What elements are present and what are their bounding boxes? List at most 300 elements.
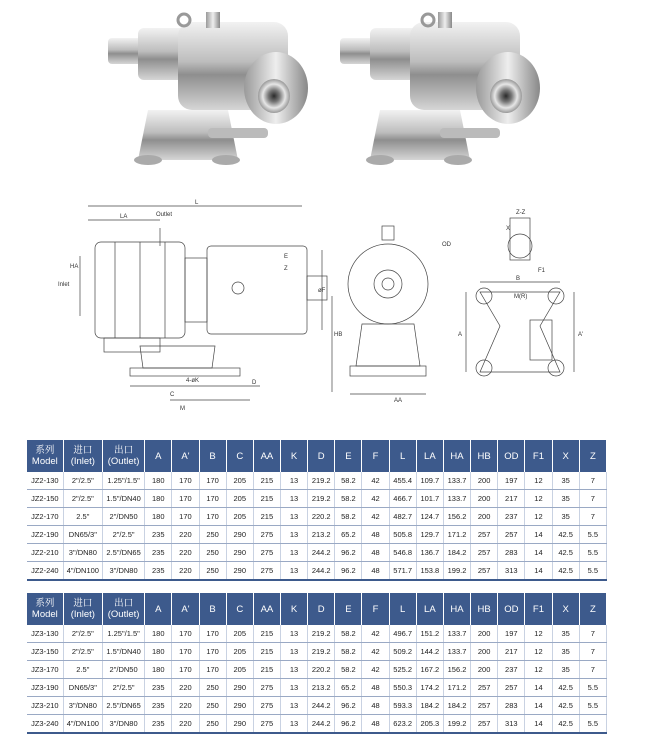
table-cell: 14 — [525, 526, 552, 544]
table-cell: 197 — [498, 472, 525, 490]
column-header — [226, 440, 253, 472]
table-cell: 48 — [362, 697, 389, 715]
table-cell: 12 — [525, 490, 552, 508]
table-cell: 151.2 — [416, 625, 443, 643]
dim-AA: AA — [394, 398, 403, 404]
table-cell: 199.2 — [443, 562, 470, 581]
column-header — [226, 593, 253, 625]
column-header-en: E — [345, 450, 352, 462]
dim-Z: Z — [284, 266, 288, 272]
table-cell: 275 — [253, 679, 280, 697]
table-cell: 466.7 — [389, 490, 416, 508]
table-cell: 35 — [552, 661, 579, 679]
table-cell: 144.2 — [416, 643, 443, 661]
column-header — [102, 440, 144, 472]
table-row — [27, 472, 607, 490]
table-cell: 174.2 — [416, 679, 443, 697]
table-cell: 235 — [145, 679, 172, 697]
column-header — [280, 440, 307, 472]
column-header-en: F1 — [532, 450, 545, 462]
table-cell: JZ2-190 — [27, 526, 63, 544]
table-cell: 215 — [253, 490, 280, 508]
dim-outlet: Outlet — [156, 212, 173, 218]
table-cell: 213.2 — [308, 679, 335, 697]
column-header-cn: 出口 — [114, 445, 134, 456]
column-header-en: AA — [260, 450, 274, 462]
table-row — [27, 625, 607, 643]
table-cell: 2"/2.5" — [63, 625, 102, 643]
table-cell: 220.2 — [308, 661, 335, 679]
table-cell: 5.5 — [579, 715, 606, 734]
table-cell: 200 — [471, 643, 498, 661]
table-cell: 1.25"/1.5" — [102, 625, 144, 643]
table-cell: 65.2 — [335, 526, 362, 544]
column-header-en: (Outlet) — [107, 609, 140, 620]
table-cell: 13 — [280, 490, 307, 508]
column-header — [335, 440, 362, 472]
column-header — [335, 593, 362, 625]
table-cell: 2"/DN50 — [102, 508, 144, 526]
table-cell: 220.2 — [308, 508, 335, 526]
column-header-en: A — [155, 450, 162, 462]
table-cell: 275 — [253, 562, 280, 581]
table-cell: 35 — [552, 472, 579, 490]
table-cell: 96.2 — [335, 697, 362, 715]
table-cell: 275 — [253, 715, 280, 734]
table-cell: 42.5 — [552, 715, 579, 734]
column-header — [63, 593, 102, 625]
table-cell: 42 — [362, 643, 389, 661]
column-header-en: D — [317, 603, 325, 615]
table-cell: 219.2 — [308, 625, 335, 643]
table-cell: 12 — [525, 508, 552, 526]
table-cell: 14 — [525, 715, 552, 734]
table-row — [27, 544, 607, 562]
table-cell: 5.5 — [579, 526, 606, 544]
table-cell: 2"/DN50 — [102, 661, 144, 679]
table-cell: 42 — [362, 472, 389, 490]
table-cell: 12 — [525, 661, 552, 679]
table-cell: 42.5 — [552, 544, 579, 562]
column-header-en: C — [236, 603, 244, 615]
column-header — [102, 593, 144, 625]
table-row — [27, 697, 607, 715]
column-header — [416, 593, 443, 625]
table-cell: 5.5 — [579, 679, 606, 697]
table-cell: 170 — [172, 490, 199, 508]
column-header-en: K — [290, 450, 298, 462]
dim-HA: HA — [70, 264, 79, 270]
table-cell: 250 — [199, 562, 226, 581]
table-cell: 96.2 — [335, 544, 362, 562]
table-cell: 42.5 — [552, 562, 579, 581]
table-cell: 14 — [525, 679, 552, 697]
column-header-en: X — [562, 603, 569, 615]
column-header-en: (Outlet) — [107, 456, 140, 467]
table-cell: 313 — [498, 562, 525, 581]
column-header — [362, 440, 389, 472]
column-header-en: D — [317, 450, 325, 462]
table-cell: 170 — [172, 643, 199, 661]
table-row — [27, 661, 607, 679]
table-cell: JZ3-130 — [27, 625, 63, 643]
table-cell: 220 — [172, 697, 199, 715]
table-cell: 1.5"/DN40 — [102, 490, 144, 508]
table-cell: 220 — [172, 544, 199, 562]
table-cell: 257 — [498, 526, 525, 544]
pump-photo-left — [108, 12, 308, 165]
table-cell: JZ3-190 — [27, 679, 63, 697]
table-cell: 167.2 — [416, 661, 443, 679]
column-header-en: Z — [589, 603, 596, 615]
table-cell: 7 — [579, 625, 606, 643]
column-header — [579, 593, 606, 625]
pump-photo-right — [340, 12, 540, 165]
table-cell: 2"/2.5" — [63, 472, 102, 490]
column-header — [525, 593, 552, 625]
table-cell: 42 — [362, 490, 389, 508]
table-cell: 290 — [226, 679, 253, 697]
table-cell: 290 — [226, 544, 253, 562]
dim-X: X — [506, 226, 511, 232]
table-cell: 3"/DN80 — [102, 562, 144, 581]
column-header — [199, 593, 226, 625]
table-cell: 35 — [552, 508, 579, 526]
column-header-en: OD — [504, 603, 519, 615]
table-cell: 257 — [471, 697, 498, 715]
column-header-en: OD — [504, 450, 519, 462]
table-cell: 12 — [525, 472, 552, 490]
table-row — [27, 715, 607, 734]
column-header — [253, 440, 280, 472]
table-cell: 237 — [498, 508, 525, 526]
dim-L: L — [195, 200, 199, 206]
table-row — [27, 526, 607, 544]
table-header-row — [27, 440, 607, 472]
table-cell: 184.2 — [443, 544, 470, 562]
table-cell: 42.5 — [552, 679, 579, 697]
column-header — [443, 593, 470, 625]
dimension-drawings — [40, 196, 620, 432]
table-cell: 283 — [498, 544, 525, 562]
table-cell: 96.2 — [335, 562, 362, 581]
table-cell: 205 — [226, 490, 253, 508]
table-cell: 58.2 — [335, 490, 362, 508]
dim-OD: OD — [442, 242, 451, 248]
table-cell: 290 — [226, 562, 253, 581]
table-cell: 217 — [498, 643, 525, 661]
dim-F: øF — [318, 288, 326, 294]
table-cell: 235 — [145, 715, 172, 734]
table-cell: 219.2 — [308, 472, 335, 490]
column-header — [389, 593, 416, 625]
table-cell: 35 — [552, 490, 579, 508]
table-cell: 136.7 — [416, 544, 443, 562]
table-cell: 65.2 — [335, 679, 362, 697]
table-cell: 200 — [471, 661, 498, 679]
table-cell: 2"/2.5" — [63, 490, 102, 508]
table-cell: 170 — [199, 643, 226, 661]
table-cell: 200 — [471, 490, 498, 508]
column-header — [308, 593, 335, 625]
table-cell: 171.2 — [443, 526, 470, 544]
table-cell: 42 — [362, 661, 389, 679]
table-cell: 58.2 — [335, 508, 362, 526]
table-cell: 7 — [579, 490, 606, 508]
table-cell: 215 — [253, 643, 280, 661]
table-cell: 13 — [280, 697, 307, 715]
table-cell: 205 — [226, 661, 253, 679]
table-cell: 220 — [172, 526, 199, 544]
table-cell: 14 — [525, 544, 552, 562]
table-cell: 48 — [362, 544, 389, 562]
table-cell: 7 — [579, 472, 606, 490]
column-header — [362, 593, 389, 625]
table-cell: 257 — [498, 679, 525, 697]
table-cell: 170 — [199, 472, 226, 490]
table-cell: 205 — [226, 508, 253, 526]
table-cell: 244.2 — [308, 715, 335, 734]
table-cell: 12 — [525, 643, 552, 661]
column-header — [443, 440, 470, 472]
table-cell: 250 — [199, 715, 226, 734]
table-cell: 219.2 — [308, 643, 335, 661]
table-cell: 180 — [145, 472, 172, 490]
table-cell: 220 — [172, 562, 199, 581]
table-cell: 199.2 — [443, 715, 470, 734]
column-header-cn: 系列 — [35, 598, 55, 609]
table-cell: JZ3-240 — [27, 715, 63, 734]
column-header — [471, 593, 498, 625]
column-header — [525, 440, 552, 472]
column-header-en: L — [400, 603, 406, 615]
column-header-en: LA — [424, 603, 436, 615]
table-cell: JZ2-130 — [27, 472, 63, 490]
table-cell: 184.2 — [416, 697, 443, 715]
table-cell: 58.2 — [335, 643, 362, 661]
table-cell: 244.2 — [308, 562, 335, 581]
column-header-en: HA — [450, 450, 464, 462]
table-cell: 96.2 — [335, 715, 362, 734]
column-header — [308, 440, 335, 472]
column-header — [27, 440, 63, 472]
column-header-en: A' — [181, 603, 190, 615]
column-header-en: (Inlet) — [70, 609, 95, 620]
table-cell: 184.2 — [443, 697, 470, 715]
dim-ZZ: Z-Z — [516, 210, 526, 216]
column-header-en: Model — [31, 456, 58, 467]
table-cell: 58.2 — [335, 661, 362, 679]
column-header — [27, 593, 63, 625]
dim-K: 4-øK — [186, 378, 200, 384]
table-cell: 42.5 — [552, 697, 579, 715]
dim-HB: HB — [334, 332, 343, 338]
table-cell: 5.5 — [579, 562, 606, 581]
table-cell: 235 — [145, 526, 172, 544]
column-header-en: F — [372, 450, 379, 462]
column-header — [172, 593, 199, 625]
column-header-en: Model — [31, 609, 58, 620]
table-cell: DN65/3" — [63, 526, 102, 544]
table-cell: 205 — [226, 643, 253, 661]
table-cell: 235 — [145, 697, 172, 715]
table-cell: 48 — [362, 526, 389, 544]
table-row — [27, 643, 607, 661]
table-cell: 2.5" — [63, 661, 102, 679]
column-header — [199, 440, 226, 472]
table-cell: 5.5 — [579, 544, 606, 562]
table-cell: 13 — [280, 526, 307, 544]
table-cell: 14 — [525, 562, 552, 581]
column-header — [416, 440, 443, 472]
table-cell: 205.3 — [416, 715, 443, 734]
table-cell: 525.2 — [389, 661, 416, 679]
dim-M: M — [180, 406, 185, 412]
table-cell: 2.5"/DN65 — [102, 697, 144, 715]
column-header — [172, 440, 199, 472]
dim-MR: M(R) — [514, 294, 528, 300]
column-header — [498, 440, 525, 472]
column-header-en: F1 — [532, 603, 545, 615]
dim-A: A — [458, 332, 463, 338]
table-cell: 237 — [498, 661, 525, 679]
table-cell: 257 — [471, 679, 498, 697]
table-cell: 133.7 — [443, 643, 470, 661]
table-cell: 275 — [253, 697, 280, 715]
table-cell: 482.7 — [389, 508, 416, 526]
table-cell: 290 — [226, 715, 253, 734]
table-cell: 290 — [226, 697, 253, 715]
table-cell: 505.8 — [389, 526, 416, 544]
table-cell: 129.7 — [416, 526, 443, 544]
table-cell: DN65/3" — [63, 679, 102, 697]
table-cell: 220 — [172, 679, 199, 697]
table-cell: 455.4 — [389, 472, 416, 490]
table-cell: 12 — [525, 625, 552, 643]
table-cell: 48 — [362, 715, 389, 734]
table-cell: 275 — [253, 544, 280, 562]
table-cell: 170 — [199, 490, 226, 508]
table-cell: 4"/DN100 — [63, 562, 102, 581]
product-photos — [0, 0, 650, 190]
dim-D: D — [252, 380, 257, 386]
table-cell: 290 — [226, 526, 253, 544]
column-header — [280, 593, 307, 625]
table-cell: 257 — [471, 544, 498, 562]
dim-F1: F1 — [538, 268, 546, 274]
table-cell: 250 — [199, 697, 226, 715]
column-header-en: (Inlet) — [70, 456, 95, 467]
column-header — [579, 440, 606, 472]
table-cell: 180 — [145, 661, 172, 679]
table-cell: 244.2 — [308, 544, 335, 562]
dim-B: B — [516, 276, 521, 282]
table-row — [27, 679, 607, 697]
table-cell: 133.7 — [443, 625, 470, 643]
table-cell: 200 — [471, 508, 498, 526]
column-header-en: F — [372, 603, 379, 615]
table-cell: 235 — [145, 562, 172, 581]
table-cell: 156.2 — [443, 508, 470, 526]
table-body-jz3 — [27, 625, 607, 733]
column-header-en: A' — [181, 450, 190, 462]
table-cell: 546.8 — [389, 544, 416, 562]
column-header — [145, 440, 172, 472]
table-cell: 7 — [579, 508, 606, 526]
table-cell: 170 — [199, 661, 226, 679]
table-cell: 1.25"/1.5" — [102, 472, 144, 490]
column-header-cn: 进口 — [73, 445, 93, 456]
table-cell: 13 — [280, 643, 307, 661]
column-header-en: AA — [260, 603, 274, 615]
table-cell: 14 — [525, 697, 552, 715]
table-cell: 7 — [579, 661, 606, 679]
table-cell: 219.2 — [308, 490, 335, 508]
table-cell: 170 — [199, 625, 226, 643]
table-cell: 257 — [471, 526, 498, 544]
table-cell: 13 — [280, 544, 307, 562]
column-header — [552, 440, 579, 472]
column-header-en: LA — [424, 450, 436, 462]
table-body-jz2 — [27, 472, 607, 580]
column-header-en: K — [290, 603, 298, 615]
table-cell: 213.2 — [308, 526, 335, 544]
table-header-row — [27, 593, 607, 625]
table-cell: 170 — [172, 661, 199, 679]
table-cell: 42 — [362, 508, 389, 526]
table-cell: 200 — [471, 625, 498, 643]
table-cell: 2"/2.5" — [63, 643, 102, 661]
table-cell: 180 — [145, 643, 172, 661]
table-cell: 13 — [280, 715, 307, 734]
table-cell: 13 — [280, 508, 307, 526]
table-cell: 509.2 — [389, 643, 416, 661]
table-cell: JZ3-170 — [27, 661, 63, 679]
table-cell: 496.7 — [389, 625, 416, 643]
table-cell: 3"/DN80 — [63, 544, 102, 562]
table-cell: 13 — [280, 679, 307, 697]
table-cell: 250 — [199, 526, 226, 544]
table-cell: 109.7 — [416, 472, 443, 490]
table-cell: 257 — [471, 562, 498, 581]
dim-C: C — [170, 392, 175, 398]
table-cell: JZ2-170 — [27, 508, 63, 526]
table-cell: 235 — [145, 544, 172, 562]
table-cell: 5.5 — [579, 697, 606, 715]
table-cell: 283 — [498, 697, 525, 715]
column-header-cn: 系列 — [35, 445, 55, 456]
table-cell: 2.5"/DN65 — [102, 544, 144, 562]
dim-LA: LA — [120, 214, 128, 220]
column-header-en: HA — [450, 603, 464, 615]
table-cell: 550.3 — [389, 679, 416, 697]
column-header — [253, 593, 280, 625]
table-cell: 153.8 — [416, 562, 443, 581]
column-header-en: HB — [477, 450, 491, 462]
table-cell: 48 — [362, 562, 389, 581]
table-cell: 124.7 — [416, 508, 443, 526]
table-cell: 244.2 — [308, 697, 335, 715]
table-cell: 593.3 — [389, 697, 416, 715]
column-header — [63, 440, 102, 472]
table-cell: 170 — [199, 508, 226, 526]
table-cell: 13 — [280, 562, 307, 581]
table-cell: 215 — [253, 661, 280, 679]
table-cell: 35 — [552, 643, 579, 661]
spec-table-jz3 — [27, 593, 607, 734]
table-cell: JZ3-150 — [27, 643, 63, 661]
table-cell: 250 — [199, 679, 226, 697]
